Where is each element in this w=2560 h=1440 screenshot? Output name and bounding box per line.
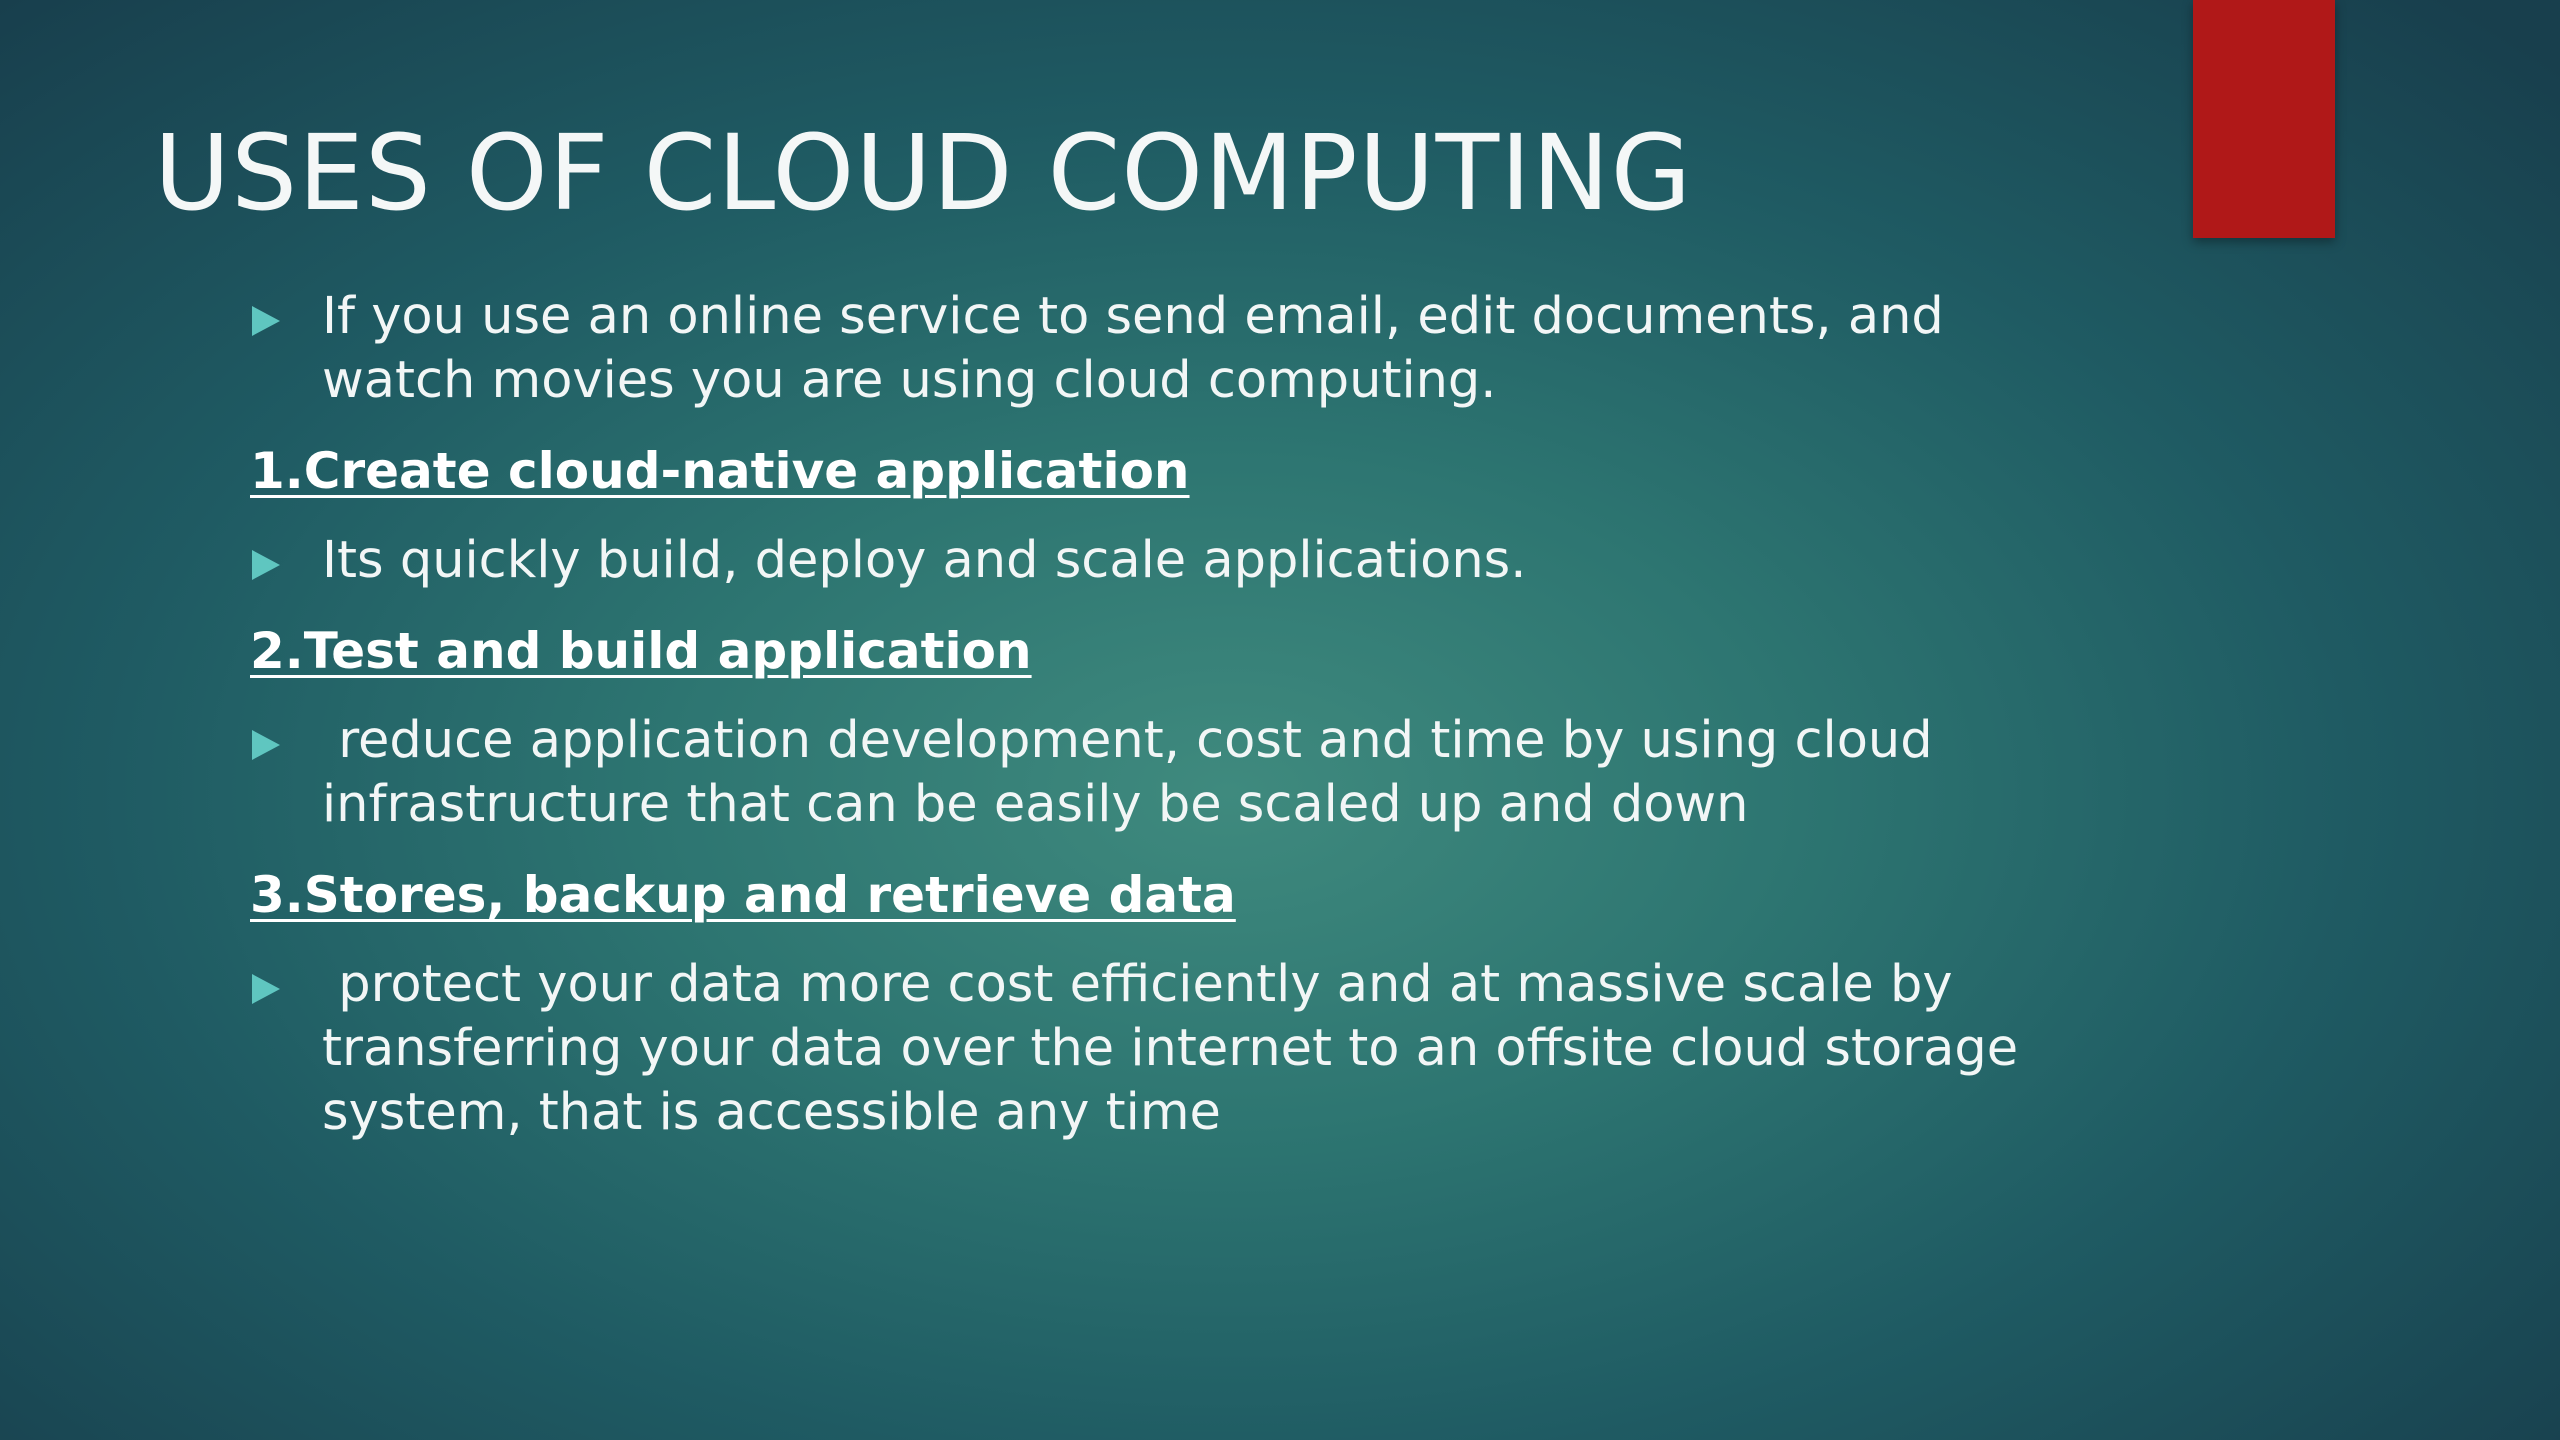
bullet-text-line: infrastructure that can be easily be scaled up and down xyxy=(322,775,1749,834)
triangle-right-icon xyxy=(252,730,280,760)
bullet-text-line: protect your data more cost efficiently and at massive scale by xyxy=(322,955,1953,1014)
slide-title: USES OF CLOUD COMPUTING xyxy=(154,112,1693,234)
bullet-text-line: watch movies you are using cloud computing. xyxy=(322,351,1497,410)
bullet-stores xyxy=(250,953,2050,1145)
bullet-text-line: Its quickly build, deploy and scale applications. xyxy=(322,531,1527,590)
accent-bar xyxy=(2193,0,2335,238)
section-heading-stores: 3.Stores, backup and retrieve data xyxy=(250,866,1236,924)
bullet-create xyxy=(250,529,2050,593)
triangle-right-icon xyxy=(252,306,280,336)
bullet-text-line: transferring your data over the internet to an offsite cloud storage xyxy=(322,1019,2019,1078)
bullet-test xyxy=(250,709,2050,837)
bullet-text-line: If you use an online service to send email, edit documents, and xyxy=(322,287,1944,346)
bullet-text-line: reduce application development, cost and time by using cloud xyxy=(322,711,1933,770)
section-heading-create: 1.Create cloud-native application xyxy=(250,442,1190,500)
slide-content xyxy=(250,285,2050,1145)
triangle-right-icon xyxy=(252,974,280,1004)
triangle-right-icon xyxy=(252,550,280,580)
section-heading-test: 2.Test and build application xyxy=(250,622,1032,680)
bullet-text-line: system, that is accessible any time xyxy=(322,1083,1221,1142)
bullet-intro xyxy=(250,285,2050,413)
